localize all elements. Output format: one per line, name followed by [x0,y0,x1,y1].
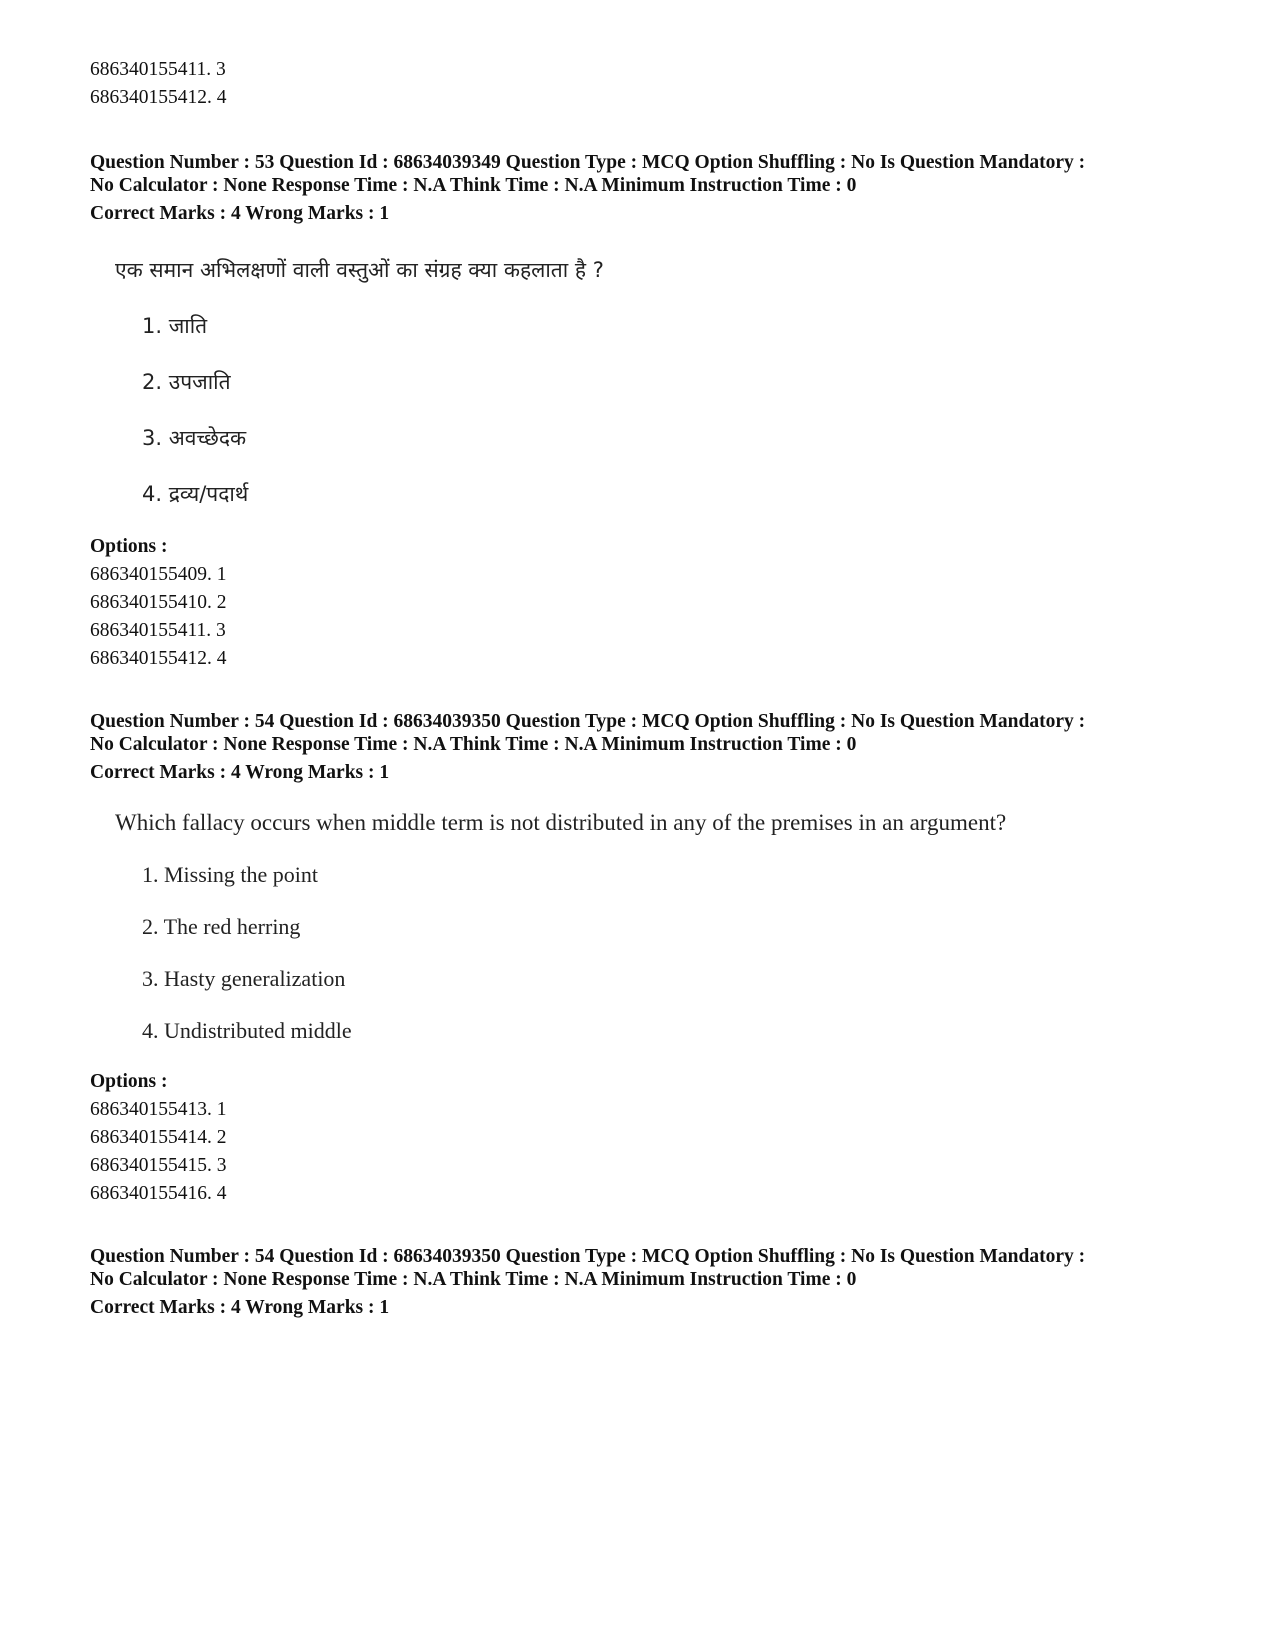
question-header: Question Number : 54 Question Id : 68634039350 Question Type : MCQ Option Shuffling : No Is Question Mandatory : [90,1246,1086,1267]
option-line: 686340155410. 2 [90,592,227,613]
question-header: Question Number : 53 Question Id : 68634039349 Question Type : MCQ Option Shuffling : No Is Question Mandatory : [90,152,1086,173]
option-line: 686340155412. 4 [90,87,227,108]
question-text: एक समान अभिलक्षणों वाली वस्तुओं का संग्रह क्या कहलाता है ? [115,258,604,282]
option-line: 686340155414. 2 [90,1127,227,1148]
option-line: 686340155415. 3 [90,1155,227,1176]
option-line: 686340155411. 3 [90,620,226,641]
question-header-2: No Calculator : None Response Time : N.A Think Time : N.A Minimum Instruction Time : 0 [90,175,857,196]
option-line: 686340155411. 3 [90,59,226,80]
choice-1: 1. Missing the point [142,862,319,887]
choice-3: 3. Hasty generalization [142,966,346,991]
choice-2: 2. उपजाति [142,370,231,394]
question-header-2: No Calculator : None Response Time : N.A Think Time : N.A Minimum Instruction Time : 0 [90,1269,857,1290]
option-line: 686340155412. 4 [90,648,227,669]
option-line: 686340155413. 1 [90,1099,227,1120]
question-text: Which fallacy occurs when middle term is not distributed in any of the premises in an argument? [115,810,1007,835]
option-line: 686340155409. 1 [90,564,227,585]
question-header-2: No Calculator : None Response Time : N.A Think Time : N.A Minimum Instruction Time : 0 [90,734,857,755]
choice-3: 3. अवच्छेदक [142,426,247,450]
marks-line: Correct Marks : 4 Wrong Marks : 1 [90,762,390,783]
marks-line: Correct Marks : 4 Wrong Marks : 1 [90,1297,390,1318]
choice-4: 4. द्रव्य/पदार्थ [142,482,249,506]
question-header: Question Number : 54 Question Id : 68634039350 Question Type : MCQ Option Shuffling : No Is Question Mandatory : [90,711,1086,732]
marks-line: Correct Marks : 4 Wrong Marks : 1 [90,203,390,224]
options-label: Options : [90,536,168,557]
options-label: Options : [90,1071,168,1092]
choice-2: 2. The red herring [142,914,301,939]
choice-1: 1. जाति [142,314,208,338]
choice-4: 4. Undistributed middle [142,1018,352,1043]
option-line: 686340155416. 4 [90,1183,227,1204]
